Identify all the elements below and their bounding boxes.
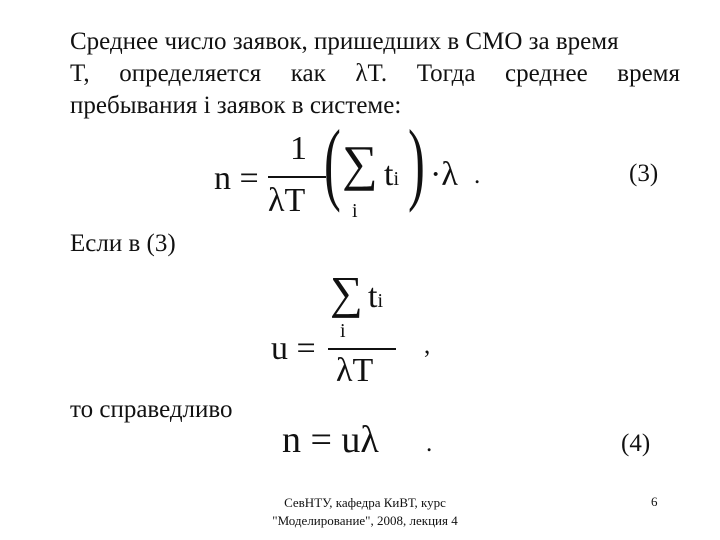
then-text: то справедливо xyxy=(70,396,233,423)
eq3-sum-index: i xyxy=(352,200,358,222)
intro-line-2: T, определяется как λT. Тогда среднее время xyxy=(70,60,680,87)
eq3-tail: ·λ xyxy=(430,156,458,193)
eq3-sum-symbol: ∑ xyxy=(342,135,378,191)
eq3-left-paren: ( xyxy=(324,111,341,213)
eq4-number: (4) xyxy=(621,430,651,457)
page-number: 6 xyxy=(651,494,658,509)
eq-u-sum-index: i xyxy=(340,320,346,342)
footer-line-1: СевНТУ, кафедра КиВТ, курс xyxy=(284,495,446,510)
eq-u-sum-symbol: ∑ xyxy=(330,267,363,318)
eq3-lhs: n = xyxy=(214,160,259,197)
eq3-period: . xyxy=(474,162,481,189)
eq3-number: (3) xyxy=(629,160,659,187)
eq3-right-paren: ) xyxy=(408,111,425,213)
eq-u-denominator: λT xyxy=(336,352,374,389)
intro-line-1: Среднее число заявок, пришедших в СМО за время xyxy=(70,28,619,55)
eq4-period: . xyxy=(426,430,433,457)
eq-u-comma: , xyxy=(424,332,431,359)
footer-line-2: "Моделирование", 2008, лекция 4 xyxy=(272,513,458,528)
intro-line-3: пребывания i заявок в системе: xyxy=(70,92,402,119)
intro-paragraph xyxy=(70,26,680,122)
if-text: Если в (3) xyxy=(70,230,176,257)
eq-u-lhs: u = xyxy=(271,330,316,367)
eq4-expression: n = uλ xyxy=(282,419,379,461)
eq3-fraction-bar xyxy=(268,176,326,178)
eq3-term: ti xyxy=(384,156,400,193)
slide-footer xyxy=(260,494,470,530)
eq3-denominator: λT xyxy=(268,182,306,219)
eq3-numerator: 1 xyxy=(290,130,307,167)
eq-u-term: ti xyxy=(368,278,384,315)
eq-u-fraction-bar xyxy=(328,348,396,350)
